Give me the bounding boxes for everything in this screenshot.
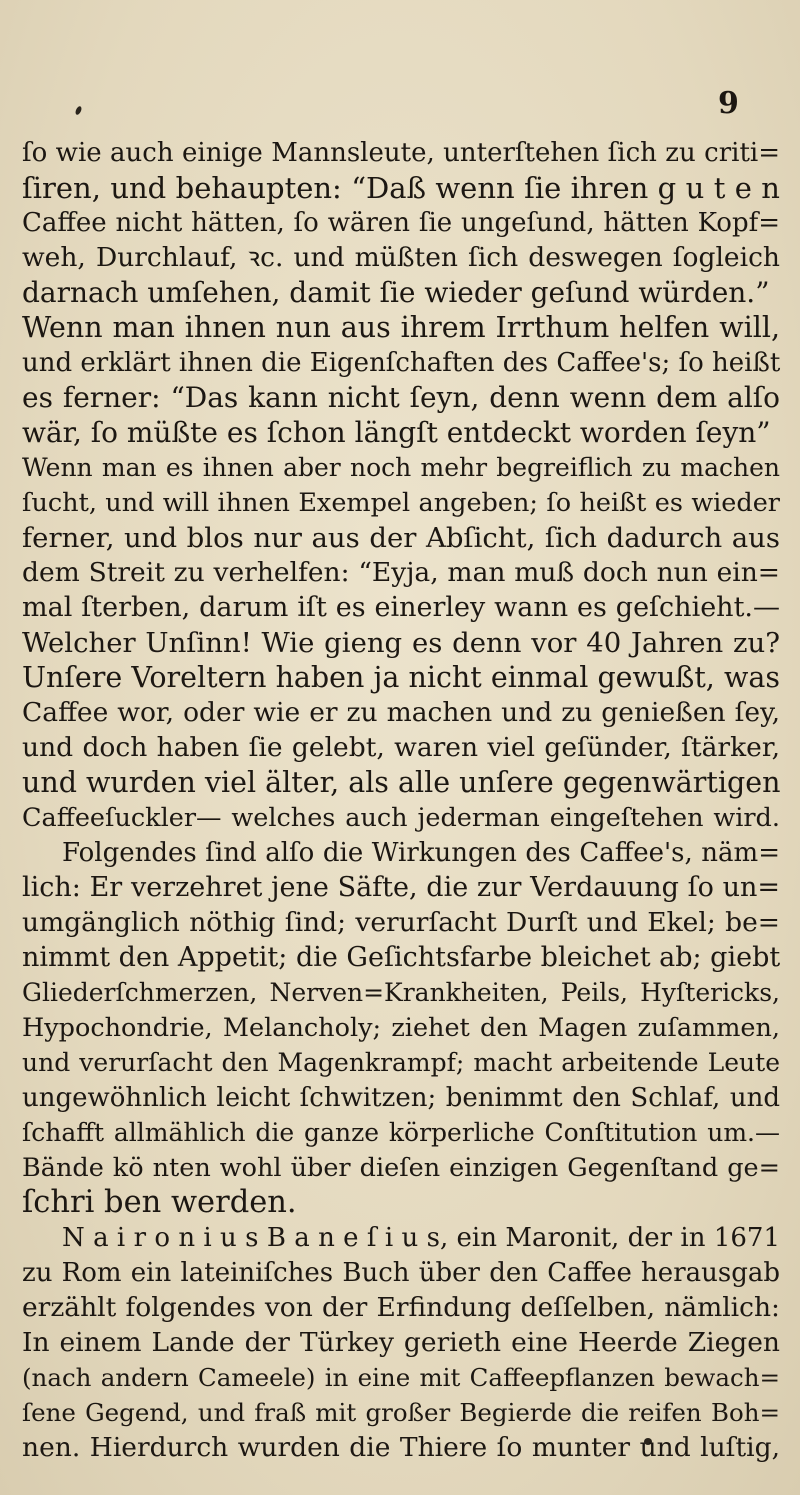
text-line: Welcher Unſinn! Wie gieng es denn vor 40 Jahren zu? (22, 627, 780, 659)
text-line: ſucht, und will ihnen Exempel angeben; ſo heißt es wieder (22, 488, 780, 518)
text-line: Caffee wor, oder wie er zu machen und zu genießen ſey, (22, 697, 780, 728)
text-line: nen. Hierdurch wurden die Thiere ſo munter und luſtig, (22, 1432, 780, 1463)
text-line: Hypochondrie, Melancholy; ziehet den Magen zuſammen, (22, 1013, 780, 1043)
text-line: weh, Durchlauf, ꝛc. und müßten ſich deswegen ſogleich (22, 242, 780, 273)
text-line: ungewöhnlich leicht ſchwitzen; benimmt den Schlaf, und (22, 1083, 780, 1113)
text-line: lich: Er verzehret jene Säfte, die zur Verdauung ſo un= (22, 872, 780, 903)
text-line: Unſere Voreltern haben ja nicht einmal gewußt, was (22, 661, 780, 694)
text-line: Wenn man ihnen nun aus ihrem Irrthum helfen will, (22, 311, 780, 344)
text-line: nimmt den Appetit; die Geſichtsfarbe bleichet ab; giebt (22, 942, 781, 973)
page-number: 9 (718, 86, 739, 121)
text-line: und doch haben ſie gelebt, waren viel geſünder, ſtärker, (22, 732, 780, 763)
text-line: und erklärt ihnen die Eigenſchaften des Caffee's; ſo heißt (22, 348, 781, 378)
text-line: Gliederſchmerzen, Nerven=Krankheiten, Peils, Hyſtericks, (22, 978, 780, 1007)
text-line: ſo wie auch einige Mannsleute, unterſtehen ſich zu criti= (22, 138, 780, 168)
text-line: mal ſterben, darum iſt es einerley wann es geſchieht.— (22, 592, 780, 623)
text-line: N a i r o n i u s B a n e ſ i u s, ein Maronit, der in 1671 (62, 1223, 780, 1253)
text-line: dem Streit zu verhelfen: “Eyja, man muß doch nun ein= (22, 557, 780, 588)
text-line: erzählt folgendes von der Erfindung deſſelben, nämlich: (22, 1292, 780, 1323)
text-line: darnach umſehen, damit ſie wieder geſund würden.” (22, 276, 770, 309)
text-line: umgänglich nöthig ſind; verurſacht Durſt und Ekel; be= (22, 907, 780, 938)
text-line: es ferner: “Das kann nicht ſeyn, denn wenn dem alſo (22, 381, 780, 414)
text-line: Bände kö nten wohl über dieſen einzigen Gegenſtand ge= (22, 1153, 780, 1183)
ink-speck (74, 105, 82, 115)
text-line: ſchri ben werden. (22, 1185, 297, 1220)
text-line: wär, ſo müßte es ſchon längſt entdeckt worden ſeyn” (22, 416, 771, 449)
text-line: Wenn man es ihnen aber noch mehr begreiflich zu machen (22, 453, 780, 482)
text-line: (nach andern Cameele) in eine mit Caffeepflanzen bewach= (22, 1363, 780, 1392)
text-line: Folgendes ſind alſo die Wirkungen des Caffee's, näm= (62, 838, 780, 868)
text-line: ferner, und blos nur aus der Abſicht, ſich dadurch aus (22, 522, 780, 554)
text-line: ſchafft allmählich die ganze körperliche Conſtitution um.— (22, 1118, 780, 1147)
text-line: In einem Lande der Türkey gerieth eine Heerde Ziegen (22, 1327, 780, 1358)
text-line: ſene Gegend, und fraß mit großer Begierde die reifen Boh= (22, 1398, 780, 1427)
text-line: Caffee nicht hätten, ſo wären ſie ungeſund, hätten Kopf= (22, 208, 780, 238)
text-line: zu Rom ein lateiniſches Buch über den Caffee herausgab (22, 1258, 780, 1288)
text-line: und verurſacht den Magenkrampf; macht arbeitende Leute (22, 1048, 780, 1077)
text-line: ſiren, und behaupten: “Daß wenn ſie ihren g u t e n (22, 171, 780, 205)
text-line: und wurden viel älter, als alle unſere gegenwärtigen (22, 766, 781, 799)
text-line: Caffeeſuckler— welches auch jederman eingeſtehen wird. (22, 803, 780, 833)
